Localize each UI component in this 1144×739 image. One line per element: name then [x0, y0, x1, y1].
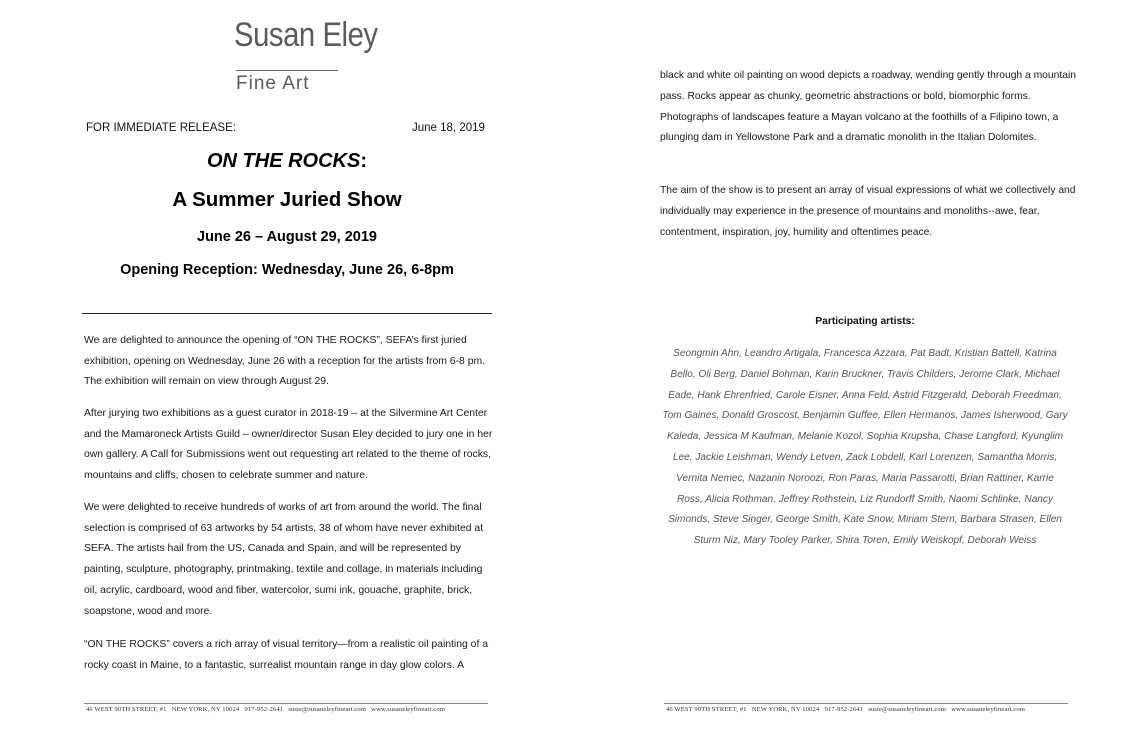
- title-colon: :: [360, 150, 367, 172]
- footer-city: NEW YORK, NY 10024: [751, 706, 820, 713]
- opening-reception: Opening Reception: Wednesday, June 26, 6-8pm: [120, 262, 454, 278]
- release-date: June 18, 2019: [412, 122, 485, 134]
- exhibition-title: [82, 150, 492, 173]
- footer-phone: 917-952-2641: [824, 706, 864, 713]
- exhibition-title-text: ON THE ROCKS: [206, 150, 361, 172]
- paragraph-continued: [660, 66, 1078, 149]
- paragraph-jurying: [84, 404, 496, 487]
- paragraph-text: “ON THE ROCKS” covers a rich array of visual territory—from a realistic oil painting of a rocky coast in Maine, to a fantastic, surrealist mountain range in day glow colors. A: [84, 639, 489, 671]
- footer-address: 46 WEST 90TH STREET, #1: [666, 706, 747, 713]
- exhibition-dates: June 26 – August 29, 2019: [197, 229, 377, 245]
- footer-contact: [666, 706, 1025, 713]
- footer-email: susie@susaneleyfineart.com: [868, 706, 947, 713]
- footer-address: 46 WEST 90TH STREET, #1: [86, 706, 167, 713]
- paragraph-announcement: [84, 331, 496, 393]
- artists-heading: Participating artists:: [815, 316, 915, 327]
- paragraph-aim: [660, 181, 1078, 243]
- footer-city: NEW YORK, NY 10024: [171, 706, 240, 713]
- logo-divider: [236, 70, 338, 71]
- footer-contact: [86, 706, 445, 713]
- footer-email: susie@susaneleyfineart.com: [288, 706, 367, 713]
- logo-subtitle: Fine Art: [236, 73, 310, 94]
- logo-name: Susan Eley: [234, 16, 378, 54]
- paragraph-selection: [84, 498, 496, 622]
- paragraph-text: After jurying two exhibitions as a guest curator in 2018-19 – at the Silvermine Art Center and the Mamaroneck Artists Guild – owner/director Susan Eley decided to jury one in her own gallery. A Call for Submissions went out requesting art related to the theme of rocks, mountains and cliffs, chosen to celebrate summer and nature.: [84, 408, 493, 482]
- footer-website: www.susaneleyfineart.com: [371, 706, 446, 713]
- paragraph-text: black and white oil painting on wood depicts a roadway, wending gently through a mountain pass. Rocks appear as chunky, geometric abstractions or bold, biomorphic forms. Photographs of landscapes feature a Mayan volcano at the foothills of a Filipino town, a plunging dam in Yellowstone Park and a dramatic monolith in the Italian Dolomites.: [660, 70, 1076, 144]
- paragraph-text: The aim of the show is to present an array of visual expressions of what we collectively and individually may experience in the presence of mountains and monoliths--awe, fear, contentment, inspiration, joy, humility and oftentimes peace.: [660, 185, 1076, 238]
- page-right: [572, 0, 1144, 739]
- paragraph-text: We were delighted to receive hundreds of works of art from around the world. The final selection is comprised of 63 artworks by 54 artists, 38 of whom have never exhibited at SEFA. The artists hail from the US, Canada and Spain, and will be represented by painting, sculpture, photography, printmaking, textile and collage, in materials including oil, acrylic, cardboard, wood and fiber, watercolor, sumi ink, gouache, graphite, brick, soapstone, wood and more.: [84, 502, 484, 617]
- footer-divider: [664, 703, 1068, 704]
- paragraph-territory: [84, 635, 496, 676]
- footer-divider: [84, 703, 488, 704]
- footer-website: www.susaneleyfineart.com: [951, 706, 1026, 713]
- paragraph-text: We are delighted to announce the opening of “ON THE ROCKS”, SEFA’s first juried exhibition, opening on Wednesday, June 26 with a reception for the artists from 6-8 pm. The exhibition will remain on view through August 29.: [84, 335, 486, 388]
- artists-list: Seongmin Ahn, Leandro Artigala, Francesca Azzara, Pat Badt, Kristian Battell, Katrina Bello, Oli Berg, Daniel Bohman, Karin Bruckner, Travis Childers, Jerome Clark, Michael Eade, Hank Ehrenfried, Carole Eisner, Anna Feld, Astrid Fitzgerald, Deborah Freedman, Tom Gaines, Donald Groscost, Benjamin Guffee, Ellen Hermanos, James Isherwood, Gary Kaleda, Jessica M Kaufman, Melanie Kozol, Sophia Krupsha, Chase Langford, Kyunglim Lee, Jackie Leishman, Wendy Letven, Zack Lobdell, Karl Lorenzen, Samantha Morris, Vernita Nemec, Nazanin Noroozi, Ron Paras, Maria Passarotti, Brian Rattiner, Karrie Ross, Alicia Rothman, Jeffrey Rothstein, Liz Rundorff Smith, Naomi Schlinke, Nancy Simonds, Steve Singer, George Smith, Kate Snow, Miriam Stern, Barbara Strasen, Ellen Sturm Niz, Mary Tooley Parker, Shira Toren, Emily Weiskopf, Deborah Weiss: [662, 348, 1068, 547]
- footer-phone: 917-952-2641: [244, 706, 284, 713]
- exhibition-subtitle: A Summer Juried Show: [172, 188, 402, 211]
- gallery-logo: [234, 14, 378, 94]
- title-divider: [82, 313, 492, 314]
- release-label: FOR IMMEDIATE RELEASE:: [86, 122, 236, 134]
